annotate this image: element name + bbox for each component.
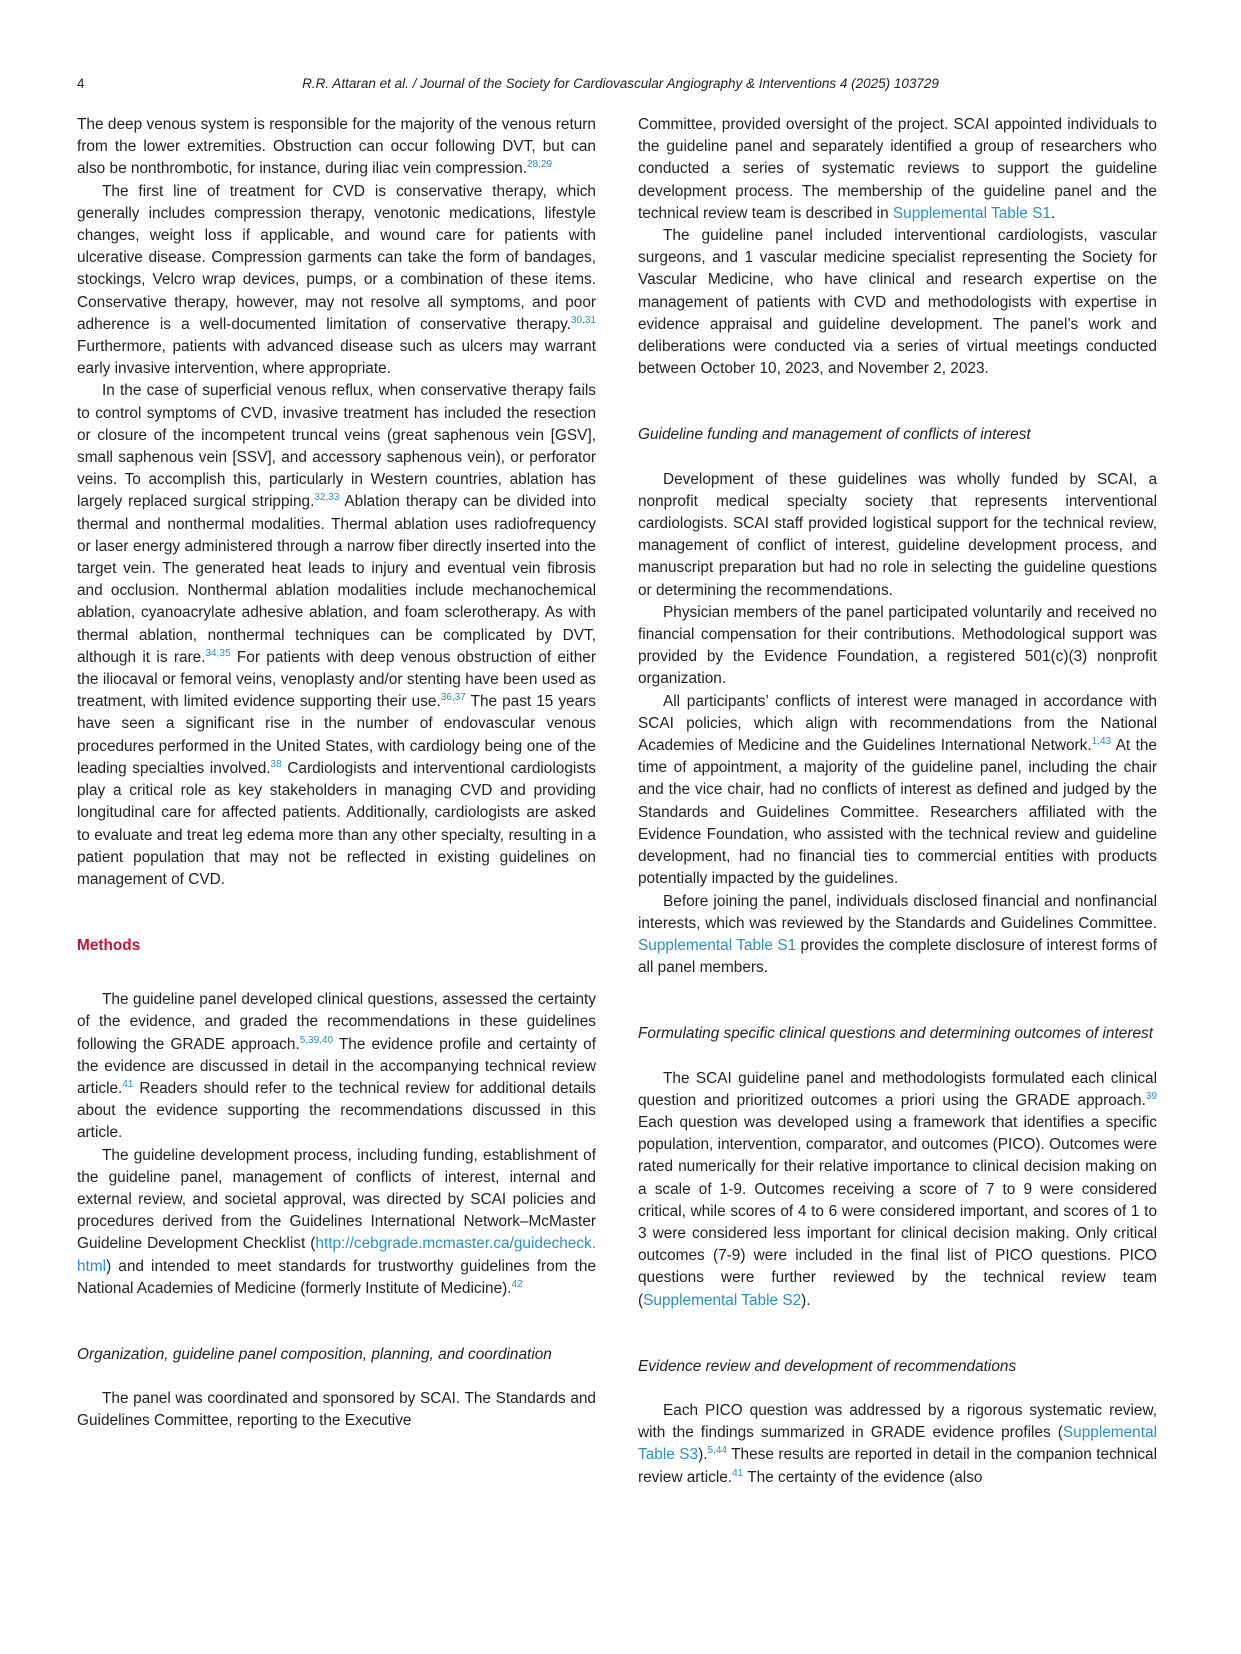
spacer (77, 1300, 596, 1344)
citation-link[interactable]: 28,29 (526, 159, 553, 171)
supplement-link[interactable]: Supplemental Table S1 (892, 204, 1051, 222)
citation-link[interactable]: 1,43 (1091, 736, 1112, 748)
url-link[interactable]: http://cebgrade.mcmaster.ca/guidecheck.html (77, 1235, 596, 1275)
spacer (77, 891, 596, 935)
subsection-heading: Guideline funding and management of conflicts of interest (638, 426, 1031, 444)
paragraph: In the case of superficial venous reflux, when conservative therapy fails to control symptoms of CVD, invasive treatment has included the resection or closure of the incompetent truncal veins (great saphenous vein [GSV], small saphenous vein [SSV], and accessory saphenous vein), or perforator veins. To accomplish this, particularly in Western countries, ablation has largely replaced surgical stripping.$^{32,33}$ Ablation therapy can be divided into thermal and nonthermal modalities. Thermal ablation uses radiofrequency or laser energy administered through a narrow fiber directly inserted into the target vein. The generated heat leads to injury and eventual vein fibrosis and occlusion. Nonthermal ablation modalities include mechanochemical ablation, cyanoacrylate adhesive ablation, and foam sclerotherapy. As with thermal ablation, nonthermal techniques can be complicated by DVT, although it is rare.$^{34,35}$ For patients with deep venous obstruction of either the iliocaval or femoral veins, venoplasty and/or stenting have been used as treatment, with limited evidence supporting their use.$^{36,37}$ The past 15 years have seen a significant rise in the number of endovascular venous procedures performed in the United States, with cardiology being one of the leading specialties involved.$^{38}$ Cardiologists and interventional cardiologists play a critical role as key stakeholders in managing CVD and providing longitudinal care for affected patients. Additionally, cardiologists are asked to evaluate and treat leg edema more than any other specialty, resulting in a patient population that may not be reflected in existing guidelines on management of CVD. (77, 382, 597, 888)
supplement-link[interactable]: Supplemental Table S2 (643, 1291, 802, 1309)
paragraph: Physician members of the panel participated voluntarily and received no financial compensation for their contributions. Methodological support was provided by the Evidence Foundation, a registered 501(c)(3) nonprofit organization. (638, 603, 1157, 688)
subsection-heading: Organization, guideline panel composition, planning, and coordination (77, 1345, 552, 1363)
paragraph: The guideline development process, including funding, establishment of the guideline panel, management of conflicts of interest, internal and external review, and societal approval, was directed by SCAI policies and procedures derived from the Guidelines International Network–McMaster Guideline Development Checklist (http://cebgrade.mcmaster.ca/guidecheck.html) and intended to meet standards for trustworthy guidelines from the National Academies of Medicine (formerly Institute of Medicine).$^{42}$ (77, 1146, 596, 1297)
citation-link[interactable]: 5,39,40 (299, 1034, 334, 1046)
paragraph: Committee, provided oversight of the project. SCAI appointed individuals to the guideline panel and separately identified a group of researchers who conducted a series of systematic reviews to support the guideline development process. The membership of the guideline panel and the technical review team is described in Supplemental Table S1. (638, 116, 1157, 222)
paragraph: The SCAI guideline panel and methodologists formulated each clinical question and prioritized outcomes a priori using the GRADE approach.$^{39}$ Each question was developed using a framework that identifies a specific population, intervention, comparator, and outcomes (PICO). Outcomes were rated numerically for their relative importance to clinical decision making on a scale of 1-9. Outcomes receiving a score of 7 to 9 were considered critical, while scores of 4 to 6 were considered important, and scores of 1 to 3 were considered less important for clinical decision making. Only critical outcomes (7-9) were included in the final list of PICO questions. PICO questions were further reviewed by the technical review team (Supplemental Table S2). (638, 1069, 1157, 1309)
paragraph: The panel was coordinated and sponsored by SCAI. The Standards and Guidelines Committee, reporting to the Executive (77, 1390, 596, 1430)
paragraph: The guideline panel developed clinical questions, assessed the certainty of the evidence, and graded the recommendations in these guidelines following the GRADE approach.$^{5,39,40}$ The evidence profile and certainty of the evidence are discussed in detail in the accompanying technical review article.$^{41}$ Readers should refer to the technical review for additional details about the evidence supporting the recommendations discussed in this article. (77, 991, 596, 1142)
right-column (638, 114, 1157, 1489)
subsection-heading: Evidence review and development of recommendations (638, 1357, 1017, 1375)
supplement-link[interactable]: Supplemental Table S1 (638, 936, 797, 954)
paragraph: Development of these guidelines was wholly funded by SCAI, a nonprofit medical specialty society that represents interventional cardiologists. SCAI staff provided logistical support for the technical review, management of conflict of interest, guideline development process, and manuscript preparation but had no role in selecting the guideline questions or determining the recommendations. (638, 470, 1157, 599)
supplement-link[interactable]: Supplemental Table S3 (638, 1424, 1157, 1464)
left-column (77, 114, 596, 1433)
citation-link[interactable]: 42 (511, 1278, 523, 1290)
citation-link[interactable]: 32,33 (314, 492, 340, 504)
paragraph: The guideline panel included interventional cardiologists, vascular surgeons, and 1 vascular medicine specialist representing the Society for Vascular Medicine, who have clinical and research expertise on the management of patients with CVD and methodologists with expertise in evidence appraisal and guideline development. The panel’s work and deliberations were conducted via a series of virtual meetings conducted between October 10, 2023, and November 2, 2023. (638, 227, 1157, 378)
spacer (638, 447, 1157, 469)
paragraph: All participants’ conflicts of interest were managed in accordance with SCAI policies, which align with recommendations from the National Academies of Medicine and the Guidelines International Network.$^{1,43}$ At the time of appointment, a majority of the guideline panel, including the chair and the vice chair, had no conflicts of interest as defined and judged by the Standards and Guidelines Committee. Researchers affiliated with the Evidence Foundation, who assisted with the technical review and guideline development, had no financial ties to commercial entities with products potentially impacted by the guidelines. (638, 692, 1157, 888)
spacer (638, 1378, 1157, 1400)
citation-link[interactable]: 41 (122, 1078, 134, 1090)
citation-link[interactable]: 38 (270, 758, 282, 770)
spacer (638, 979, 1157, 1023)
spacer (77, 1366, 596, 1388)
citation-link[interactable]: 34,35 (205, 647, 231, 659)
citation-link[interactable]: 36,37 (440, 692, 466, 704)
running-head: R.R. Attaran et al. / Journal of the Society for Cardiovascular Angiography & Interventions 4 (2025) 103729 (302, 76, 939, 91)
citation-link[interactable]: 41 (732, 1467, 744, 1479)
paragraph: Each PICO question was addressed by a rigorous systematic review, with the findings summarized in GRADE evidence profiles (Supplemental Table S3).$^{5,44}$ These results are reported in detail in the companion technical review article.$^{41}$ The certainty of the evidence (also (638, 1401, 1157, 1486)
running-header (77, 76, 1164, 98)
paragraph: Before joining the panel, individuals disclosed financial and nonfinancial interests, which was reviewed by the Standards and Guidelines Committee. Supplemental Table S1 provides the complete disclosure of interest forms of all panel members. (638, 892, 1157, 977)
paragraph: The first line of treatment for CVD is conservative therapy, which generally includes compression therapy, venotonic medications, lifestyle changes, weight loss if applicable, and wound care for patients with ulcerative disease. Compression garments can take the form of bandages, stockings, Velcro wrap devices, pumps, or a combination of these items. Conservative therapy, however, may not resolve all symptoms, and poor adherence is a well-documented limitation of conservative therapy.$^{30,31}$ Furthermore, patients with advanced disease such as ulcers may warrant early invasive intervention, where appropriate. (77, 182, 596, 378)
spacer (638, 1312, 1157, 1356)
citation-link[interactable]: 39 (1145, 1090, 1157, 1102)
spacer (638, 380, 1157, 424)
spacer (77, 957, 596, 989)
subsection-heading: Formulating specific clinical questions and determining outcomes of interest (638, 1025, 1153, 1043)
citation-link[interactable]: 30,31 (570, 314, 596, 326)
paragraph: The deep venous system is responsible for the majority of the venous return from the lower extremities. Obstruction can occur following DVT, but can also be nonthrombotic, for instance, during iliac vein compression.$^{28,29}$ (77, 116, 596, 178)
spacer (638, 1046, 1157, 1068)
citation-link[interactable]: 5,44 (707, 1445, 727, 1457)
section-heading-methods: Methods (77, 937, 141, 955)
page-number: 4 (77, 76, 85, 91)
